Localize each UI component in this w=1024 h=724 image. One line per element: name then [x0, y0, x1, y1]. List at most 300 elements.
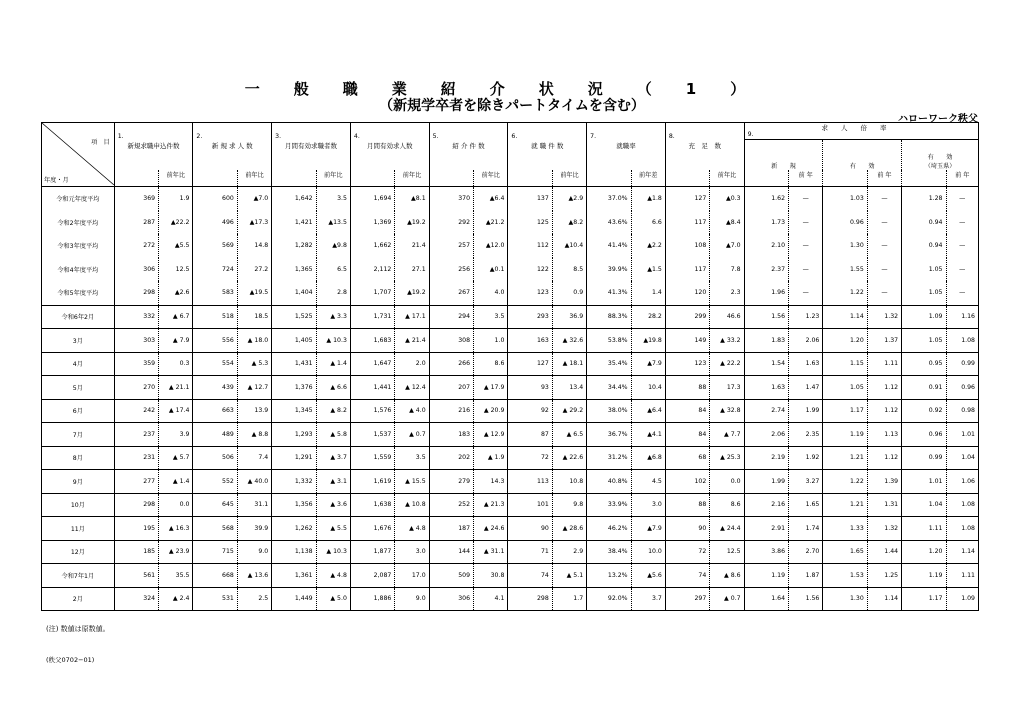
table-cell: ▲9.8	[316, 234, 350, 258]
table-row	[42, 352, 979, 376]
table-cell: ▲ 21.1	[159, 376, 193, 400]
column-header	[114, 123, 193, 171]
table-cell: 2.35	[789, 423, 823, 447]
table-cell: 14.8	[237, 234, 271, 258]
table-cell: ▲ 0.7	[395, 423, 429, 447]
table-cell: 12.5	[710, 540, 744, 564]
table-cell: 13.4	[552, 376, 586, 400]
table-cell: —	[946, 211, 979, 235]
table-cell: ▲8.1	[395, 187, 429, 211]
employment-stats-table	[41, 122, 979, 611]
table-cell: 1,683	[350, 329, 394, 353]
table-cell: 1.62	[744, 187, 788, 211]
table-cell: 36.7%	[587, 423, 631, 447]
table-cell: 237	[114, 423, 158, 447]
table-cell: 270	[114, 376, 158, 400]
table-cell: ▲6.4	[474, 187, 508, 211]
table-cell: 1.13	[867, 423, 901, 447]
table-cell: —	[946, 234, 979, 258]
table-cell: ▲ 17.9	[474, 376, 508, 400]
table-row	[42, 305, 979, 329]
table-cell: ▲ 18.0	[237, 329, 271, 353]
table-cell: 14.3	[474, 470, 508, 494]
table-cell: 1,431	[272, 352, 316, 376]
table-cell: 1.56	[744, 305, 788, 329]
column-label: 就職率	[616, 142, 636, 150]
table-cell: 74	[508, 564, 552, 588]
table-cell: 0.99	[946, 352, 979, 376]
table-cell: 31.2%	[587, 446, 631, 470]
table-cell: 2.9	[552, 540, 586, 564]
table-cell: ▲8.2	[552, 211, 586, 235]
table-cell: 112	[508, 234, 552, 258]
table-cell: 287	[114, 211, 158, 235]
row-label: 令和7年1月	[42, 564, 115, 588]
table-cell: 1.55	[823, 258, 867, 282]
table-cell: 1,537	[350, 423, 394, 447]
table-cell: 1,441	[350, 376, 394, 400]
column-number: 6.	[511, 133, 518, 140]
sub-header: 前年差	[631, 170, 665, 187]
sub-header: 前年比	[710, 170, 744, 187]
table-cell: 84	[665, 423, 709, 447]
table-cell: 1,576	[350, 399, 394, 423]
table-cell: 2.5	[237, 587, 271, 611]
table-cell: 1,282	[272, 234, 316, 258]
table-cell: 1,404	[272, 281, 316, 305]
table-cell: 88	[665, 493, 709, 517]
table-cell: 2.91	[744, 517, 788, 541]
table-cell: 1,293	[272, 423, 316, 447]
table-cell: —	[789, 258, 823, 282]
table-cell: 2.16	[744, 493, 788, 517]
table-cell: 1.14	[946, 540, 979, 564]
table-cell: 1,662	[350, 234, 394, 258]
table-cell: 439	[193, 376, 237, 400]
table-cell: 36.9	[552, 305, 586, 329]
table-cell: ▲ 5.5	[316, 517, 350, 541]
table-cell: 1.14	[823, 305, 867, 329]
table-cell: ▲ 22.2	[710, 352, 744, 376]
table-cell: 509	[429, 564, 473, 588]
table-cell: ▲7.0	[237, 187, 271, 211]
table-cell: 1.21	[823, 446, 867, 470]
table-cell: ▲21.2	[474, 211, 508, 235]
table-cell: 324	[114, 587, 158, 611]
table-cell: 120	[665, 281, 709, 305]
table-cell: —	[867, 234, 901, 258]
table-cell: 297	[665, 587, 709, 611]
table-cell: 583	[193, 281, 237, 305]
table-cell: ▲7.9	[631, 517, 665, 541]
table-cell: 1.0	[474, 329, 508, 353]
table-cell: ▲0.1	[474, 258, 508, 282]
table-cell: 1.30	[823, 587, 867, 611]
table-cell: ▲ 4.8	[316, 564, 350, 588]
table-cell: 0.94	[902, 234, 946, 258]
row-label: 7月	[42, 423, 115, 447]
ratio-header	[744, 123, 978, 140]
table-cell: 569	[193, 234, 237, 258]
column-number: 4.	[353, 133, 360, 140]
table-cell: 2.74	[744, 399, 788, 423]
table-cell: 6.5	[316, 258, 350, 282]
table-cell: 3.5	[395, 446, 429, 470]
table-cell: 306	[429, 587, 473, 611]
table-cell: 1.04	[902, 493, 946, 517]
table-cell: 163	[508, 329, 552, 353]
document-code: (秩父0702−01)	[46, 656, 95, 664]
table-cell: 1,365	[272, 258, 316, 282]
table-cell: ▲19.2	[395, 211, 429, 235]
table-cell: 294	[429, 305, 473, 329]
table-cell: ▲22.2	[159, 211, 193, 235]
table-cell: 1,886	[350, 587, 394, 611]
table-cell: 1.17	[902, 587, 946, 611]
office-name: ハローワーク秩父	[898, 114, 978, 125]
table-cell: 332	[114, 305, 158, 329]
table-cell: 256	[429, 258, 473, 282]
table-cell: 1,647	[350, 352, 394, 376]
row-label: 令和3年度平均	[42, 234, 115, 258]
ratio-sub-label: 有 効	[849, 163, 875, 170]
table-cell: ▲5.6	[631, 564, 665, 588]
column-header	[193, 123, 272, 171]
row-label: 10月	[42, 493, 115, 517]
table-cell: 1.19	[823, 423, 867, 447]
table-cell: 2.06	[789, 329, 823, 353]
table-cell: 21.4	[395, 234, 429, 258]
table-cell: 556	[193, 329, 237, 353]
column-number: 7.	[590, 133, 597, 140]
column-header	[508, 123, 587, 171]
table-cell: 1,638	[350, 493, 394, 517]
table-cell: 724	[193, 258, 237, 282]
table-cell: 1.39	[867, 470, 901, 494]
table-cell: ▲ 6.6	[316, 376, 350, 400]
table-cell: ▲0.3	[710, 187, 744, 211]
table-cell: ▲13.5	[316, 211, 350, 235]
table-cell: 0.94	[902, 211, 946, 235]
table-cell: 531	[193, 587, 237, 611]
table-cell: 1,356	[272, 493, 316, 517]
table-cell: 1.99	[744, 470, 788, 494]
table-cell: 68	[665, 446, 709, 470]
table-cell: 1.25	[867, 564, 901, 588]
table-cell: 668	[193, 564, 237, 588]
table-cell: 137	[508, 187, 552, 211]
table-cell: ▲ 23.9	[159, 540, 193, 564]
table-cell: 3.27	[789, 470, 823, 494]
table-cell: 27.2	[237, 258, 271, 282]
table-cell: 2.37	[744, 258, 788, 282]
table-cell: —	[867, 258, 901, 282]
table-cell: 552	[193, 470, 237, 494]
table-cell: ▲ 21.4	[395, 329, 429, 353]
table-cell: 277	[114, 470, 158, 494]
table-cell: 90	[508, 517, 552, 541]
table-cell: 1.08	[946, 329, 979, 353]
table-cell: 7.8	[710, 258, 744, 282]
table-cell: 2.0	[395, 352, 429, 376]
table-cell: ▲8.4	[710, 211, 744, 235]
table-cell: 1.19	[902, 564, 946, 588]
table-cell: —	[789, 211, 823, 235]
table-cell: 117	[665, 258, 709, 282]
table-cell: 117	[665, 211, 709, 235]
table-cell: 41.4%	[587, 234, 631, 258]
table-cell: 568	[193, 517, 237, 541]
table-cell: ▲ 10.3	[316, 329, 350, 353]
table-cell: ▲17.3	[237, 211, 271, 235]
table-cell: 93	[508, 376, 552, 400]
table-cell: 266	[429, 352, 473, 376]
table-cell: 1.20	[823, 329, 867, 353]
table-cell: 1.12	[867, 376, 901, 400]
sub-header: 前年比	[395, 170, 429, 187]
table-cell: 0.9	[552, 281, 586, 305]
table-cell: 1,449	[272, 587, 316, 611]
table-cell: ▲ 28.6	[552, 517, 586, 541]
table-cell: 1,345	[272, 399, 316, 423]
table-cell: 2.8	[316, 281, 350, 305]
table-cell: 38.4%	[587, 540, 631, 564]
table-cell: ▲ 4.8	[395, 517, 429, 541]
table-row	[42, 376, 979, 400]
table-cell: ▲ 1.9	[474, 446, 508, 470]
row-label: 令和4年度平均	[42, 258, 115, 282]
table-cell: 38.0%	[587, 399, 631, 423]
table-cell: 30.8	[474, 564, 508, 588]
table-row	[42, 493, 979, 517]
table-cell: 39.9	[237, 517, 271, 541]
table-cell: —	[867, 211, 901, 235]
table-cell: ▲ 22.6	[552, 446, 586, 470]
row-label: 5月	[42, 376, 115, 400]
table-cell: —	[789, 281, 823, 305]
table-cell: ▲ 1.4	[316, 352, 350, 376]
table-cell: 1,291	[272, 446, 316, 470]
table-cell: 1.09	[946, 587, 979, 611]
table-cell: 645	[193, 493, 237, 517]
table-cell: ▲ 8.6	[710, 564, 744, 588]
table-cell: 34.4%	[587, 376, 631, 400]
column-label: 新規求職申込件数	[127, 142, 180, 150]
sub-header: 前 年	[789, 170, 823, 187]
table-cell: —	[867, 281, 901, 305]
table-row	[42, 587, 979, 611]
table-cell: 88.3%	[587, 305, 631, 329]
table-cell: 3.0	[631, 493, 665, 517]
table-cell: ▲ 17.1	[395, 305, 429, 329]
table-cell: 1.23	[789, 305, 823, 329]
table-cell: 13.2%	[587, 564, 631, 588]
table-cell: ▲ 33.2	[710, 329, 744, 353]
table-cell: 1.64	[744, 587, 788, 611]
table-cell: 496	[193, 211, 237, 235]
table-cell: 1,332	[272, 470, 316, 494]
row-label: 令和5年度平均	[42, 281, 115, 305]
table-cell: ▲1.5	[631, 258, 665, 282]
column-header	[350, 123, 429, 171]
table-cell: ▲ 32.6	[552, 329, 586, 353]
ratio-sub-label: 有 効	[927, 154, 953, 161]
row-label: 12月	[42, 540, 115, 564]
table-cell: ▲ 16.3	[159, 517, 193, 541]
table-cell: 183	[429, 423, 473, 447]
table-cell: 1.21	[823, 493, 867, 517]
table-cell: 127	[508, 352, 552, 376]
page-title: 一般職業紹介状況（1）	[244, 80, 780, 98]
table-cell: 1.19	[744, 564, 788, 588]
table-cell: 308	[429, 329, 473, 353]
table-cell: 46.6	[710, 305, 744, 329]
table-cell: 18.5	[237, 305, 271, 329]
table-cell: ▲6.4	[631, 399, 665, 423]
column-number: 8.	[668, 133, 675, 140]
table-cell: 3.0	[395, 540, 429, 564]
table-cell: ▲4.1	[631, 423, 665, 447]
table-cell: 35.5	[159, 564, 193, 588]
table-cell: 9.0	[237, 540, 271, 564]
table-row	[42, 399, 979, 423]
table-cell: 0.96	[902, 423, 946, 447]
table-cell: 2.19	[744, 446, 788, 470]
table-cell: 2.70	[789, 540, 823, 564]
table-cell: 1.04	[946, 446, 979, 470]
table-cell: 1.37	[867, 329, 901, 353]
row-label: 9月	[42, 470, 115, 494]
table-cell: 1,707	[350, 281, 394, 305]
table-cell: 1.7	[552, 587, 586, 611]
table-cell: 242	[114, 399, 158, 423]
table-cell: 123	[665, 352, 709, 376]
table-cell: 1.30	[823, 234, 867, 258]
table-cell: 74	[665, 564, 709, 588]
table-cell: 1.28	[902, 187, 946, 211]
table-cell: 84	[665, 399, 709, 423]
table-cell: 3.5	[316, 187, 350, 211]
table-row	[42, 470, 979, 494]
table-cell: 0.91	[902, 376, 946, 400]
column-number: 5.	[432, 133, 439, 140]
table-cell: 4.1	[474, 587, 508, 611]
table-cell: 4.5	[631, 470, 665, 494]
table-cell: 8.5	[552, 258, 586, 282]
table-cell: 10.4	[631, 376, 665, 400]
table-cell: 1.63	[744, 376, 788, 400]
table-cell: ▲ 17.4	[159, 399, 193, 423]
ratio-subheader	[744, 140, 823, 171]
table-cell: 6.6	[631, 211, 665, 235]
table-cell: 10.0	[631, 540, 665, 564]
table-cell: 1.44	[867, 540, 901, 564]
table-cell: 9.0	[395, 587, 429, 611]
table-cell: 1.12	[867, 399, 901, 423]
table-cell: 3.5	[474, 305, 508, 329]
table-cell: 561	[114, 564, 158, 588]
table-cell: ▲ 31.1	[474, 540, 508, 564]
table-cell: 299	[665, 305, 709, 329]
table-cell: 1.83	[744, 329, 788, 353]
table-row	[42, 211, 979, 235]
table-cell: 0.3	[159, 352, 193, 376]
table-cell: 1,376	[272, 376, 316, 400]
table-cell: 489	[193, 423, 237, 447]
table-cell: 1,262	[272, 517, 316, 541]
table-cell: 1.32	[867, 517, 901, 541]
table-cell: ▲2.9	[552, 187, 586, 211]
table-cell: ▲ 10.3	[316, 540, 350, 564]
table-cell: ▲ 2.4	[159, 587, 193, 611]
table-cell: 298	[114, 493, 158, 517]
table-cell: —	[946, 187, 979, 211]
table-cell: 0.92	[902, 399, 946, 423]
table-cell: ▲ 25.3	[710, 446, 744, 470]
table-cell: —	[946, 281, 979, 305]
table-cell: 1.63	[789, 352, 823, 376]
table-cell: 1.74	[789, 517, 823, 541]
table-cell: 1,877	[350, 540, 394, 564]
ratio-label: 求 人 倍 率	[821, 124, 887, 132]
column-label: 月間有効求職者数	[285, 142, 338, 150]
table-cell: 1.08	[946, 493, 979, 517]
table-cell: 1.14	[867, 587, 901, 611]
table-cell: 303	[114, 329, 158, 353]
table-cell: 27.1	[395, 258, 429, 282]
table-cell: ▲6.8	[631, 446, 665, 470]
table-cell: 187	[429, 517, 473, 541]
ratio-sub-label2: （埼玉県）	[924, 163, 956, 170]
table-cell: 17.3	[710, 376, 744, 400]
table-cell: 1.05	[902, 258, 946, 282]
table-cell: 1.03	[823, 187, 867, 211]
table-cell: 279	[429, 470, 473, 494]
table-cell: 1,676	[350, 517, 394, 541]
table-cell: 1,525	[272, 305, 316, 329]
table-cell: 2,087	[350, 564, 394, 588]
table-cell: 1.56	[789, 587, 823, 611]
column-label: 紹 介 件 数	[452, 142, 485, 150]
table-cell: ▲ 18.1	[552, 352, 586, 376]
table-cell: 1.9	[159, 187, 193, 211]
table-cell: ▲ 1.4	[159, 470, 193, 494]
table-cell: ▲19.8	[631, 329, 665, 353]
row-label: 6月	[42, 399, 115, 423]
table-cell: 1,559	[350, 446, 394, 470]
table-cell: 252	[429, 493, 473, 517]
table-cell: ▲ 3.3	[316, 305, 350, 329]
table-cell: 0.96	[823, 211, 867, 235]
table-row	[42, 517, 979, 541]
table-cell: 113	[508, 470, 552, 494]
table-cell: 267	[429, 281, 473, 305]
table-cell: 1,405	[272, 329, 316, 353]
table-cell: 1.53	[823, 564, 867, 588]
table-cell: ▲ 21.3	[474, 493, 508, 517]
table-cell: 298	[114, 281, 158, 305]
table-cell: ▲ 13.6	[237, 564, 271, 588]
table-cell: ▲ 32.8	[710, 399, 744, 423]
corner-header	[42, 123, 115, 187]
sub-header: 前年比	[552, 170, 586, 187]
table-cell: ▲ 7.7	[710, 423, 744, 447]
footnote: (注) 数値は原数値。	[46, 625, 110, 633]
table-cell: 0.98	[946, 399, 979, 423]
table-cell: 7.4	[237, 446, 271, 470]
table-cell: 369	[114, 187, 158, 211]
table-cell: 1.16	[946, 305, 979, 329]
